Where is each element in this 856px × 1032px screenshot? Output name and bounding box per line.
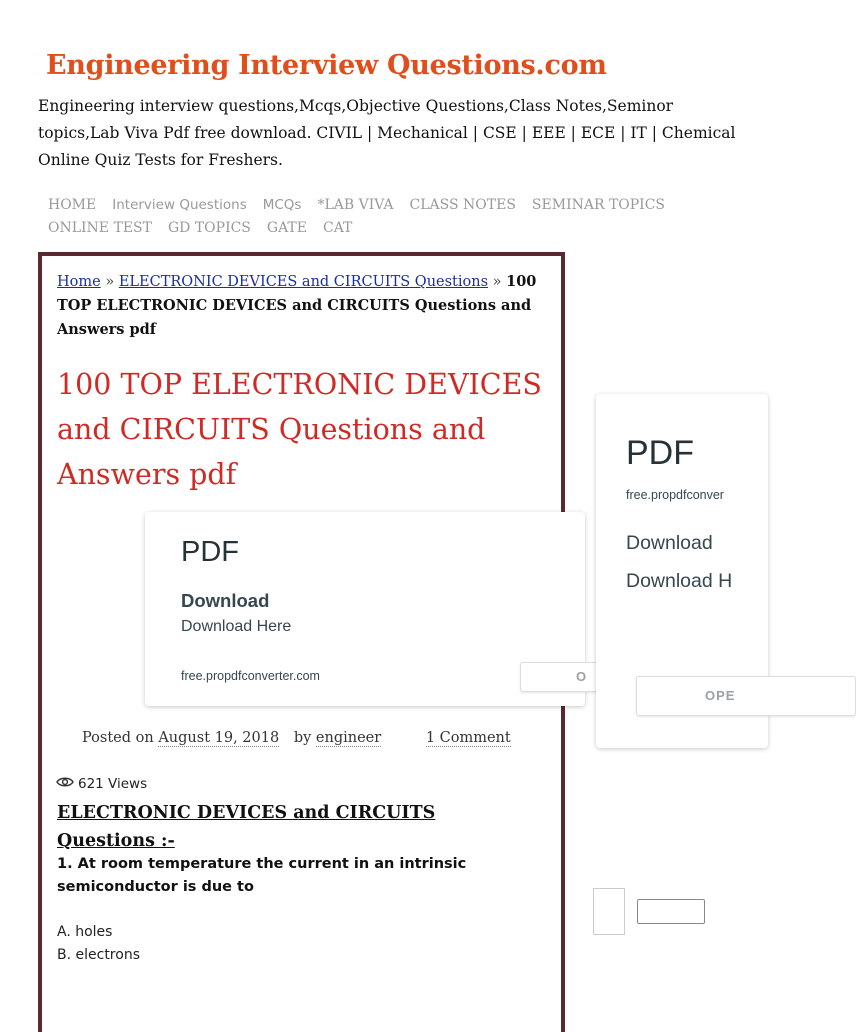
option-a: A. holes	[57, 924, 113, 940]
ad-open-button[interactable]: OPE	[636, 676, 856, 716]
breadcrumb-separator: »	[492, 274, 502, 290]
ad-download-title[interactable]: Download	[181, 590, 270, 611]
view-count	[56, 776, 147, 792]
ad-open-button[interactable]: O	[520, 662, 657, 692]
by-label: by	[293, 730, 312, 746]
ad-heading: PDF	[626, 434, 694, 472]
ad-download-here[interactable]: Download H	[626, 570, 733, 592]
nav-class-notes[interactable]: CLASS NOTES	[409, 196, 516, 213]
nav-row-1	[48, 193, 748, 216]
posted-on-label: Posted on	[82, 730, 154, 746]
nav-row-2	[48, 216, 748, 239]
breadcrumb-current: 100 TOP ELECTRONIC DEVICES and CIRCUITS Questions and Answers pdf	[57, 273, 537, 338]
ad-heading: PDF	[181, 536, 239, 568]
ad-banner-main[interactable]	[145, 512, 588, 706]
breadcrumb-home-link[interactable]: Home	[57, 274, 101, 290]
nav-cat[interactable]: CAT	[323, 219, 353, 236]
comments-link[interactable]: 1 Comment	[425, 730, 511, 746]
post-date-link[interactable]: August 19, 2018	[158, 730, 280, 746]
eye-icon	[56, 776, 74, 792]
breadcrumb-separator: »	[105, 274, 115, 290]
question-1: 1. At room temperature the current in an intrinsic semiconductor is due to	[57, 856, 467, 895]
article-title: 100 TOP ELECTRONIC DEVICES and CIRCUITS Questions and Answers pdf	[57, 368, 542, 491]
sidebar-widget-box	[593, 888, 625, 935]
sidebar-search-input[interactable]	[637, 899, 705, 924]
ad-source-url: free.propdfconver	[626, 488, 724, 502]
breadcrumb-category-link[interactable]: ELECTRONIC DEVICES and CIRCUITS Questions	[118, 274, 489, 290]
author-link[interactable]: engineer	[315, 730, 382, 746]
view-count-text: 621 Views	[78, 776, 148, 792]
section-title: ELECTRONIC DEVICES and CIRCUITS Questions :-	[57, 803, 436, 851]
nav-online-test[interactable]: ONLINE TEST	[48, 219, 152, 236]
nav-interview-questions[interactable]: Interview Questions	[112, 196, 247, 213]
ad-download-title[interactable]: Download	[626, 532, 713, 554]
nav-home[interactable]: HOME	[48, 196, 97, 213]
main-nav	[48, 193, 748, 239]
nav-seminar-topics[interactable]: SEMINAR TOPICS	[531, 196, 666, 213]
site-description: Engineering interview questions,Mcqs,Objective Questions,Class Notes,Seminor topics,Lab Viva Pdf free download. CIVIL | Mechanical | CSE | EEE | ECE | IT | Chemical Online Quiz Tests for Freshers.	[38, 97, 736, 169]
nav-lab-viva[interactable]: *LAB VIVA	[317, 196, 394, 213]
nav-gate[interactable]: GATE	[266, 219, 307, 236]
site-title[interactable]: Engineering Interview Questions.com	[46, 50, 607, 81]
ad-source-url: free.propdfconverter.com	[181, 669, 320, 683]
nav-mcqs[interactable]: MCQs	[262, 196, 302, 213]
post-meta	[82, 730, 552, 746]
ad-download-here[interactable]: Download Here	[181, 618, 292, 635]
ad-banner-side[interactable]	[596, 394, 768, 748]
option-b: B. electrons	[57, 947, 140, 963]
nav-gd-topics[interactable]: GD TOPICS	[167, 219, 251, 236]
breadcrumb	[57, 270, 547, 342]
